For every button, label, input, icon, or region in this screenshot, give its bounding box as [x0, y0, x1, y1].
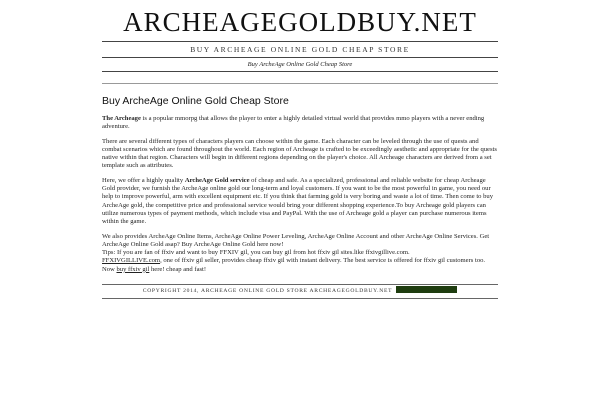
service-text-post: of cheap and safe. As a specialized, professional and reliable website for cheap Archeage Gold provider, we furnish the ArcheAge online gold our long-term and loyal customers. If you want to be the most powerful in game, you need our help to improve powerful, arm with excellent equipment etc. If you think that farming gold is very boring and waste a lot of time. Then come to buy ArcheAge gold, the competitive price and professional service would bring your different shopping experience.To buy Archeage gold players can utilize numerous types of payment methods, which include visa and PayPal. With the use of Archeage gold a player can purchase numerous items within the game. [102, 176, 494, 226]
tips-end: here! cheap and fast! [149, 265, 207, 273]
service-text-pre: Here, we offer a highly quality [102, 176, 185, 184]
site-title[interactable]: ARCHEAGEGOLDBUY.NET [123, 7, 477, 37]
footer-copyright: COPYRIGHT 2014, ARCHEAGE ONLINE GOLD STORE ARCHEAGEGOLDBUY.NET [142, 288, 393, 295]
subnav-link-home[interactable]: Buy ArcheAge Online Gold Cheap Store [247, 61, 353, 68]
page-wrapper [102, 0, 498, 299]
intro-text: is a popular mmorpg that allows the player to enter a highly detailed virtual world that provides mmo players with a never ending adventure. [102, 115, 485, 131]
site-tagline: BUY ARCHEAGE ONLINE GOLD CHEAP STORE [102, 41, 498, 58]
footer [102, 284, 498, 299]
buy-ffxiv-gil-link[interactable]: buy ffxiv gil [116, 265, 150, 273]
paragraph-intro [102, 115, 498, 132]
paragraph-tips [102, 233, 498, 274]
intro-bold: The Archeage [102, 115, 141, 122]
tips-line-2: Tips: If you are fan of ffxiv and want to buy FFXIV gil, you can buy gil from hot ffxiv gil sites.like ffxivgillive.com. [102, 249, 410, 257]
ffxivgillive-link[interactable]: FFXIVGILLIVE.com [102, 257, 161, 265]
service-bold: ArcheAge Gold service [184, 176, 250, 184]
paragraph-service [102, 177, 498, 227]
post-content [102, 83, 498, 274]
paragraph-characters: There are several different types of characters players can choose within the game. Each character can be leveled through the use of quests and combat scenarios which are found throughout the world. Each region of Archeage is crafted to be exceedingly aesthetic and appropriate for the quests native within that region. Characters will begin in different regions depending on the player's choice. All Archeage characters are derived from a set template such as attributes. [102, 137, 497, 170]
tips-line-1: We also provides ArcheAge Online Items, ArcheAge Online Power Leveling, ArcheAge Online Account and other ArcheAge Online Services. Get ArcheAge Online Gold asap? Buy ArcheAge Online Gold here now! [102, 232, 490, 248]
subnav [102, 58, 498, 72]
tips-mid: , one of ffxiv gil seller, provides cheap ffxiv gil with instant delivery. The best service is offered for ffxiv gil customers too. Now [102, 257, 486, 273]
post-title: Buy ArcheAge Online Gold Cheap Store [102, 95, 289, 107]
footer-badge[interactable] [396, 286, 457, 293]
